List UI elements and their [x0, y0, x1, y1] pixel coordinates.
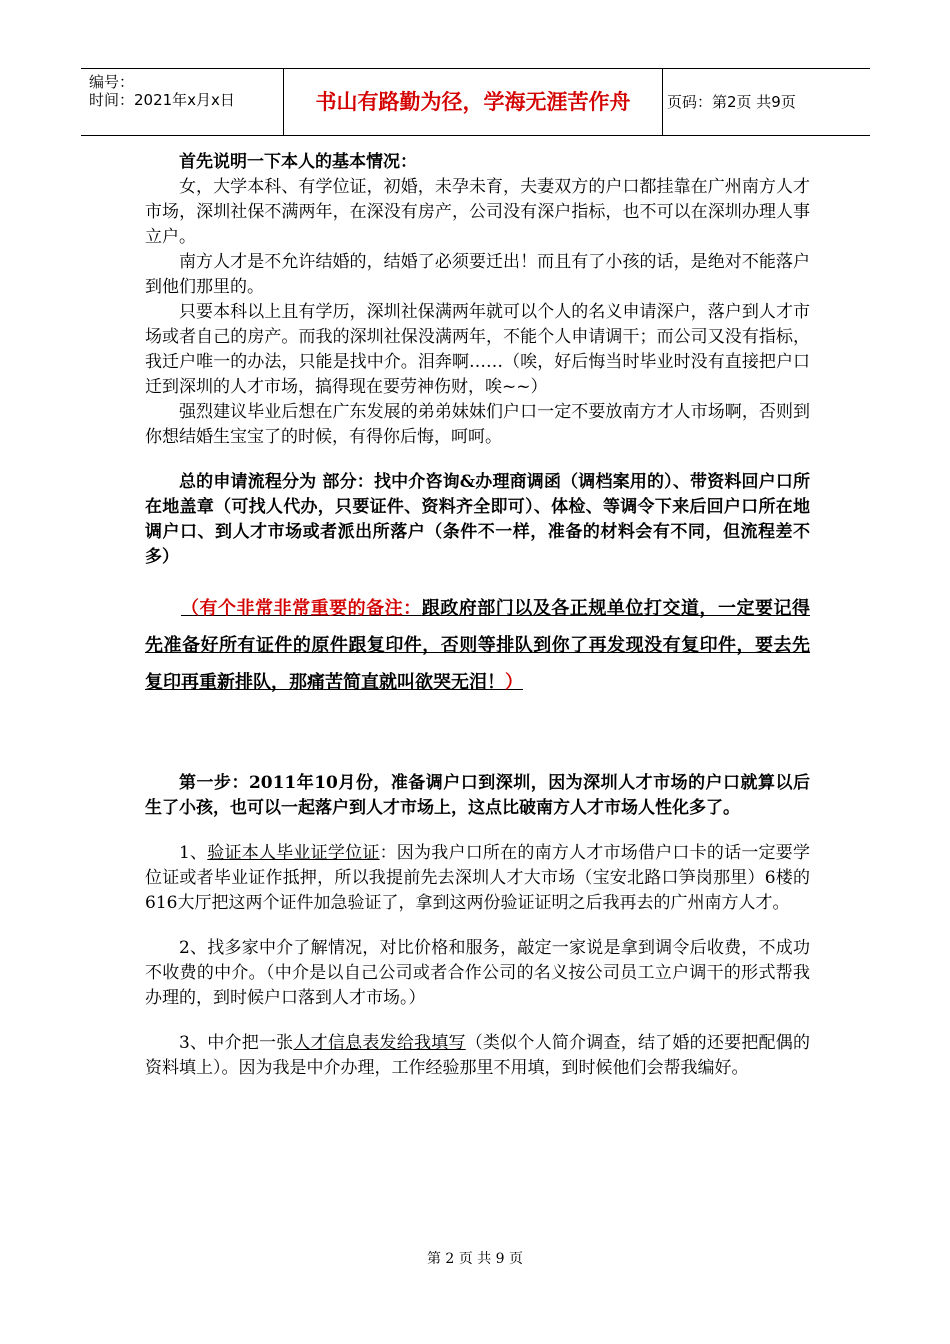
header-left-cell — [81, 69, 283, 135]
paragraph-southern-talent: 南方人才是不允许结婚的，结婚了必须要迁出！而且有了小孩的话，是绝对不能落户到他们那里的。 — [145, 252, 810, 297]
paragraph-basic-info: 女，大学本科、有学位证，初婚，未孕未育，夫妻双方的户口都挂靠在广州南方人才市场，深圳社保不满两年，在深没有房产，公司没有深户指标，也不可以在深圳办理人事立户。 — [145, 177, 810, 247]
item-three — [145, 1031, 810, 1081]
header-date-label: 时间：2021年x月x日 — [89, 91, 235, 109]
spacer — [145, 570, 810, 590]
spacer — [145, 821, 810, 841]
spacer — [145, 1011, 810, 1031]
item-three-underlined-1: 人才信息表 — [293, 1033, 380, 1053]
header-table — [81, 68, 870, 136]
paragraph-requirements: 只要本科以上且有学历，深圳社保满两年就可以个人的名义申请深户，落户到人才市场或者自己的房产。而我的深圳社保没满两年，不能个人申请调干；而公司又没有指标，我迁户唯一的办法，只能是找中介。泪奔啊……（唉，好后悔当时毕业时没有直接把户口迁到深圳的人才市场，搞得现在要劳神伤财，唉~~） — [145, 302, 810, 397]
paragraph-advice: 强烈建议毕业后想在广东发展的弟弟妹妹们户口一定不要放南方才人市场啊，否则到你想结婚生宝宝了的时候，有得你后悔，呵呵。 — [145, 402, 810, 447]
paragraph-process: 总的申请流程分为 部分：找中介咨询&办理商调函（调档案用的）、带资料回户口所在地盖章（可找人代办，只要证件、资料齐全即可）、体检、等调令下来后回户口所在地调户口、到人才市场或者派出所落户（条件不一样，准备的材料会有不同，但流程差不多） — [145, 472, 810, 567]
important-note — [145, 590, 810, 701]
item-three-underlined-2: 发给我填写 — [379, 1033, 466, 1053]
item-three-text: （类似个人简介调查，结了婚的还要把配偶的资料填上）。因为我是中介办理，工作经验那里不用填，到时候他们会帮我编好。 — [145, 1033, 810, 1078]
document-body — [145, 150, 810, 1081]
item-one-prefix: 1、 — [179, 843, 208, 863]
item-three-prefix: 3、中介把一张 — [179, 1033, 294, 1053]
item-two: 2、找多家中介了解情况，对比价格和服务，敲定一家说是拿到调令后收费，不成功不收费的中介。（中介是以自己公司或者合作公司的名义按公司员工立户调干的形式帮我办理的，到时候户口落到人才市场。） — [145, 938, 810, 1008]
note-heading: （有个非常非常重要的备注： — [181, 598, 422, 619]
spacer — [145, 916, 810, 936]
spacer — [145, 701, 810, 771]
page-footer: 第 2 页 共 9 页 — [426, 1251, 524, 1267]
intro-title: 首先说明一下本人的基本情况： — [179, 152, 417, 172]
item-one-text: ：因为我户口所在的南方人才市场借户口卡的话一定要学位证或者毕业证作抵押，所以我提前先去深圳人才大市场（宝安北路口笋岗那里）6楼的616大厅把这两个证件加急验证了，拿到这两份验证证明之后我再去的广州南方人才。 — [145, 843, 811, 913]
header-motto: 书山有路勤为径，学海无涯苦作舟 — [283, 69, 663, 135]
header-page-info: 页码：第2页 共9页 — [667, 93, 796, 111]
spacer — [145, 450, 810, 470]
item-one-underlined: 验证本人毕业证学位证 — [207, 843, 380, 863]
note-close: ） — [505, 672, 523, 693]
note-text: 跟政府部门以及各正规单位打交道，一定要记得先准备好所有证件的原件跟复印件，否则等排队到你了再发现没有复印件，要去先复印再重新排队，那痛苦简直就叫欲哭无泪！ — [145, 598, 811, 693]
step-one: 第一步：2011年10月份，准备调户口到深圳，因为深圳人才市场的户口就算以后生了小孩，也可以一起落户到人才市场上，这点比破南方人才市场人性化多了。 — [145, 773, 810, 818]
item-one — [145, 841, 810, 916]
header-number-label: 编号： — [89, 73, 135, 91]
